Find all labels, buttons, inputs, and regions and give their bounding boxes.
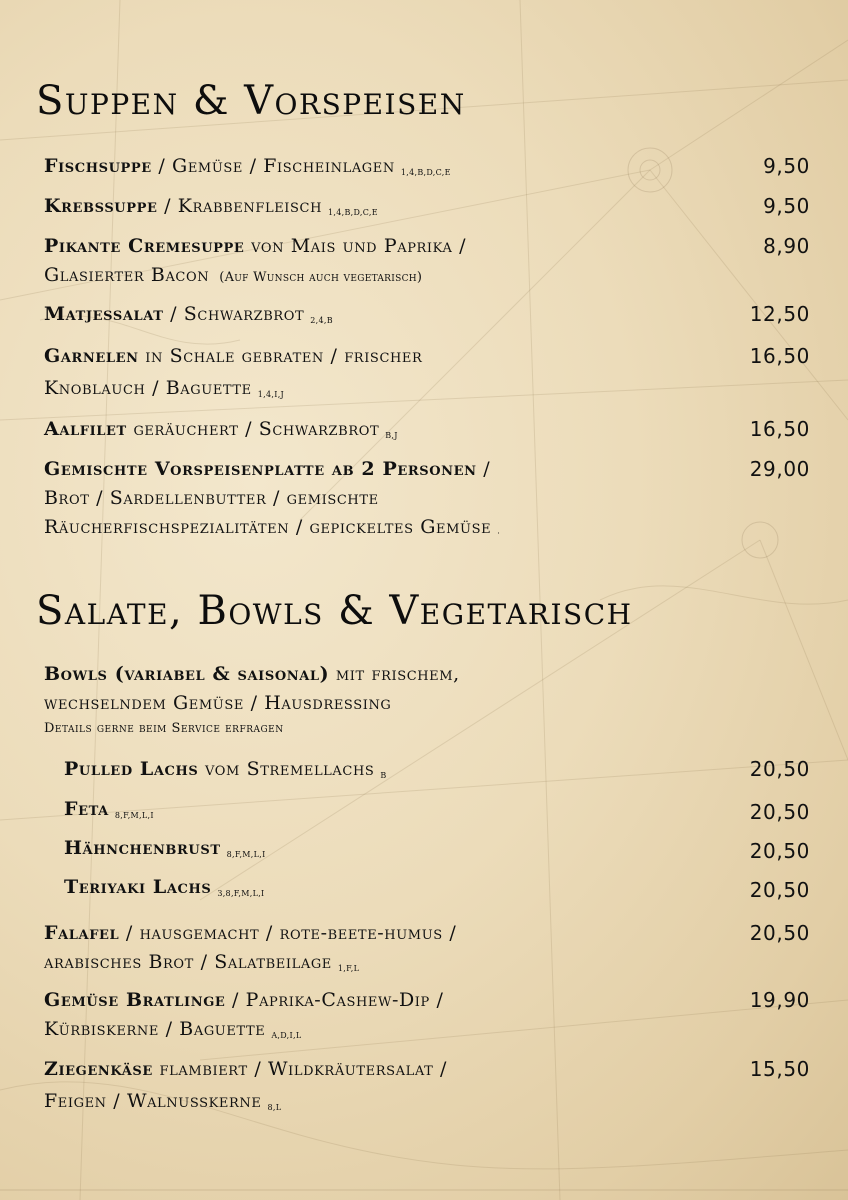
item-name: Falafel [44,922,120,944]
item-price: 16,50 [749,417,810,441]
item-name: Hähnchenbrust [64,837,221,859]
menu-item [44,415,810,450]
menu-item [44,1055,810,1122]
menu-item [44,152,810,187]
allergen-codes: 1,4,I,J [257,390,285,399]
item-name: Pikante Cremesuppe [44,235,245,257]
item-name: Ziegenkäse [44,1058,153,1080]
item-description-line2: Feigen / Walnusskerne [44,1090,262,1112]
item-name: Bowls (variabel & saisonal) [44,663,330,685]
allergen-codes: · [497,529,501,538]
item-name: Gemischte Vorspeisenplatte ab 2 Personen [44,458,477,480]
item-price: 20,50 [749,878,810,902]
menu-item [44,455,810,548]
allergen-codes: 1,4,B,D,C,E [400,168,451,177]
item-description: mit frischem, [329,663,460,685]
allergen-codes: A,D,I,L [271,1031,302,1040]
item-price: 9,50 [763,194,810,218]
item-description-line2: Knoblauch / Baguette [44,377,252,399]
item-description: / Paprika-Cashew-Dip / [225,989,444,1011]
item-price: 9,50 [763,154,810,178]
menu-item [44,919,810,983]
item-description-line3: Räucherfischspezialitäten / gepickeltes Gemüse [44,516,492,538]
item-price: 19,90 [749,988,810,1012]
item-description: vom Stremellachs [198,758,375,780]
item-description: / Schwarzbrot [163,303,305,325]
bowl-option [64,795,810,830]
item-description: geräuchert / Schwarzbrot [126,418,380,440]
section-title: Salate, Bowls & Vegetarisch [36,588,633,634]
item-name: Fischsuppe [44,155,152,177]
item-name: Aalfilet [44,418,127,440]
allergen-codes: 1,F,L [337,964,360,973]
item-name: Garnelen [44,345,139,367]
menu-item [44,342,810,409]
bowl-option [64,834,810,869]
item-description: von Mais und Paprika / [244,235,467,257]
menu-item [44,986,810,1050]
item-name: Krebssuppe [44,195,158,217]
item-name: Pulled Lachs [64,758,199,780]
item-description-line2: Glasierter Bacon [44,264,210,286]
item-description: / Krabbenfleisch [157,195,323,217]
item-description: flambiert / Wildkräutersalat / [152,1058,448,1080]
allergen-codes: 2,4,B [310,316,333,325]
item-name: Gemüse Bratlinge [44,989,226,1011]
item-price: 20,50 [749,839,810,863]
menu-item [44,300,810,335]
item-description-line2: Kürbiskerne / Baguette [44,1018,266,1040]
allergen-codes: B [380,771,387,780]
allergen-codes: B,J [385,431,398,440]
item-description: / [476,458,491,480]
item-price: 20,50 [749,757,810,781]
item-price: 16,50 [749,344,810,368]
item-description-line2: Brot / Sardellenbutter / gemischte [44,487,379,509]
item-price: 8,90 [763,234,810,258]
section-title: Suppen & Vorspeisen [36,78,466,124]
bowl-option [64,873,810,908]
menu-item [44,192,810,227]
item-price: 12,50 [749,302,810,326]
menu-item [44,232,810,292]
item-name: Matjessalat [44,303,164,325]
item-price: 20,50 [749,800,810,824]
allergen-codes: 3,8,F,M,L,I [217,889,265,898]
item-description: / hausgemacht / rote-beete-humus / [119,922,457,944]
item-description-line2: wechselndem Gemüse / Hausdressing [44,692,392,714]
bowl-option [64,755,810,790]
bowls-intro [44,660,810,740]
item-note: Details gerne beim Service erfragen [44,721,284,736]
item-description-line2: arabisches Brot / Salatbeilage [44,951,332,973]
item-name: Feta [64,798,109,820]
allergen-codes: 8,F,M,L,I [114,811,154,820]
item-price: 29,00 [749,457,810,481]
allergen-codes: 8,F,M,L,I [226,850,266,859]
item-price: 15,50 [749,1057,810,1081]
item-description: in Schale gebraten / frischer [138,345,423,367]
item-description: / Gemüse / Fischeinlagen [151,155,395,177]
allergen-codes: 8,L [267,1103,282,1112]
allergen-codes: 1,4,B,D,C,E [328,208,378,217]
item-price: 20,50 [749,921,810,945]
item-name: Teriyaki Lachs [64,876,212,898]
item-note: (Auf Wunsch auch vegetarisch) [219,270,423,285]
